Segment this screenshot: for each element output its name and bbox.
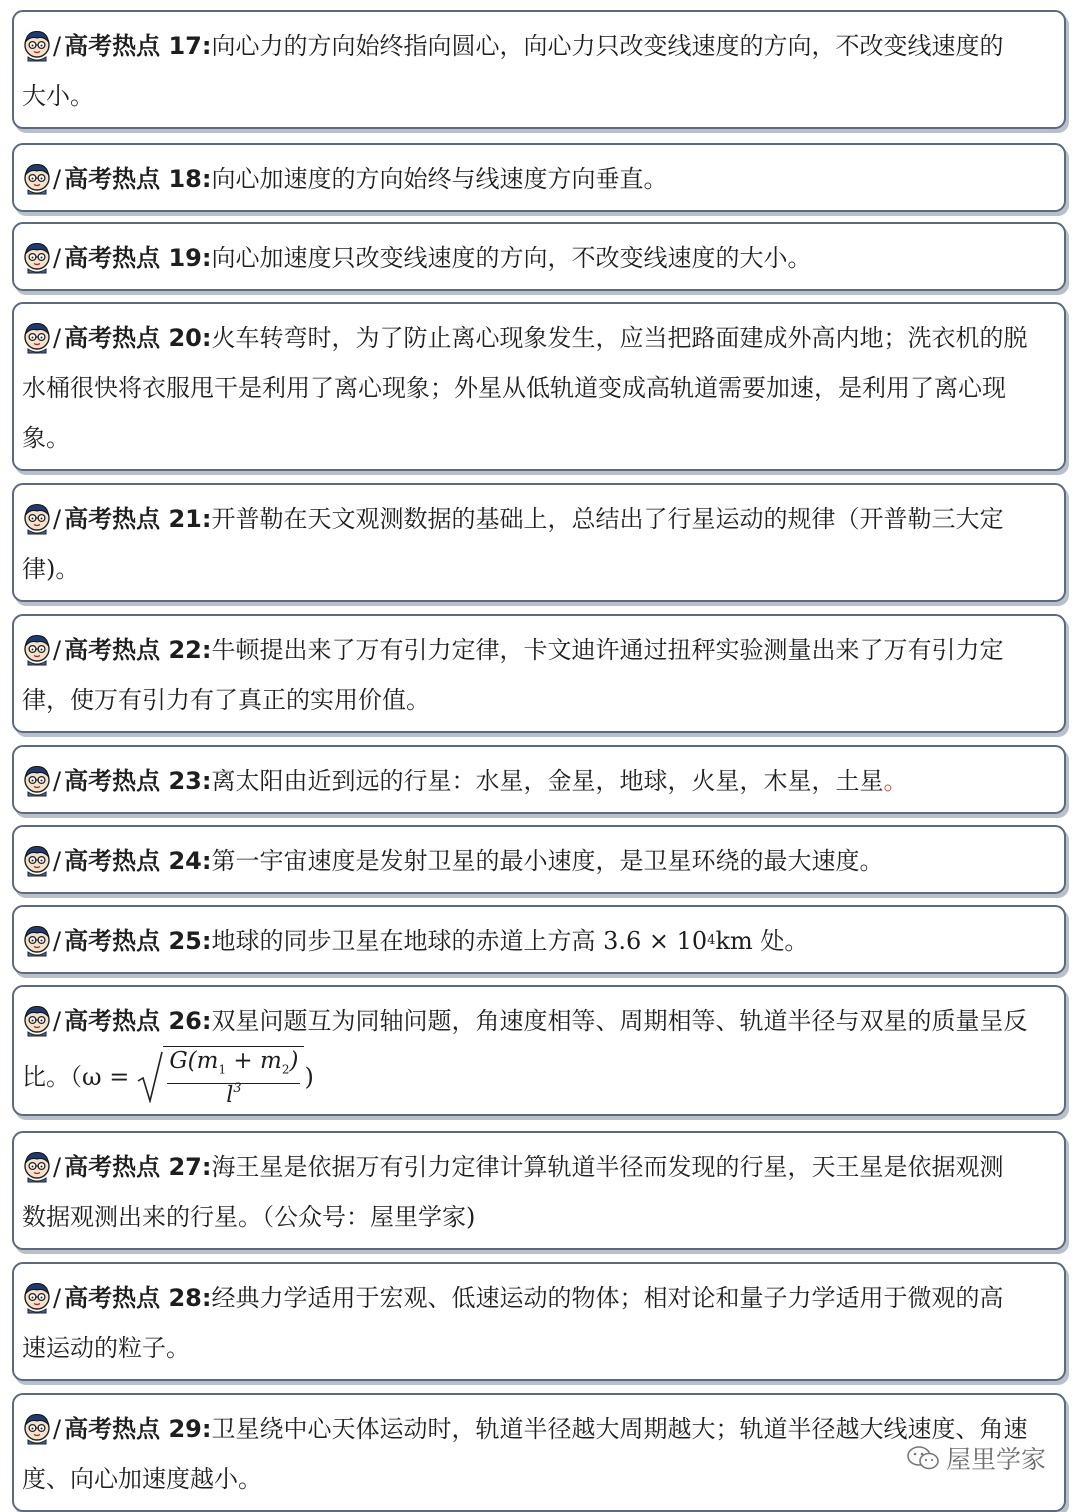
hotspot-card-20: [12, 302, 1066, 471]
hotspot-text: 律)。: [22, 555, 80, 583]
text-line: [22, 756, 1056, 806]
text-line: [22, 21, 1056, 71]
slash-mark: /: [53, 1007, 62, 1035]
text-line: [22, 996, 1056, 1046]
hotspot-label: 高考热点 24:: [64, 847, 212, 875]
hotspot-label: 高考热点 23:: [64, 767, 212, 795]
hotspot-card-22: [12, 614, 1066, 733]
text-line: [22, 233, 1056, 283]
slash-mark: /: [53, 1284, 62, 1312]
wechat-icon: [906, 1445, 940, 1471]
student-avatar-icon: [22, 845, 52, 877]
hotspot-text: 大小。: [22, 82, 94, 110]
hotspot-text: 速运动的粒子。: [22, 1334, 190, 1362]
hotspot-text: 比。（ω =: [22, 1063, 130, 1091]
text-line: / 高考热点 25: 地球的同步卫星在地球的赤道上方高 3.6 × 10 4 km 处。: [22, 916, 1056, 966]
slash-mark: /: [53, 1415, 62, 1443]
text-line: [22, 1454, 1056, 1504]
hotspot-label: 高考热点 20:: [64, 324, 212, 352]
hotspot-text: 度、向心加速度越小。: [22, 1465, 262, 1493]
hotspot-text: 牛顿提出来了万有引力定律，卡文迪许通过扭秤实验测量出来了万有引力定: [211, 636, 1004, 664]
text-line: [22, 1323, 1056, 1373]
text-line: [22, 1404, 1056, 1454]
text-line: [22, 836, 1056, 886]
hotspot-text: 向心加速度只改变线速度的方向，不改变线速度的大小。: [211, 244, 812, 272]
hotspot-text: 向心加速度的方向始终与线速度方向垂直。: [211, 165, 668, 193]
text-line: [22, 1046, 1056, 1108]
hotspot-label: 高考热点 28:: [64, 1284, 212, 1312]
text-line: [22, 1192, 1056, 1242]
hotspot-card-26: [12, 985, 1066, 1116]
hotspot-text: 开普勒在天文观测数据的基础上，总结出了行星运动的规律（开普勒三大定: [211, 505, 1004, 533]
watermark-text: 屋里学家: [945, 1445, 1046, 1474]
hotspot-text: 双星问题互为同轴问题，角速度相等、周期相等、轨道半径与双星的质量呈反: [211, 1007, 1028, 1035]
student-avatar-icon: [22, 163, 52, 195]
student-avatar-icon: [22, 1005, 52, 1037]
hotspot-label: 高考热点 26:: [64, 1007, 212, 1035]
hotspot-label: 高考热点 18:: [64, 165, 212, 193]
wechat-watermark: [906, 1440, 1046, 1476]
slash-mark: /: [53, 165, 62, 193]
hotspot-card-24: [12, 825, 1066, 894]
hotspot-text: 第一宇宙速度是发射卫星的最小速度，是卫星环绕的最大速度。: [211, 847, 884, 875]
text-line: [22, 154, 1056, 204]
slash-mark: /: [53, 32, 62, 60]
hotspot-card-17: [12, 10, 1066, 129]
fraction-denominator: $l^3$: [226, 1081, 242, 1108]
hotspot-text: 火车转弯时，为了防止离心现象发生，应当把路面建成外高内地；洗衣机的脱: [211, 324, 1028, 352]
hotspot-label: 高考热点 27:: [64, 1153, 212, 1181]
hotspot-text: km 处。: [715, 927, 809, 955]
hotspot-text: 地球的同步卫星在地球的赤道上方高 3.6 × 10: [211, 927, 708, 955]
slash-mark: /: [53, 244, 62, 272]
hotspot-card-27: [12, 1131, 1066, 1250]
slash-mark: /: [53, 636, 62, 664]
hotspot-text: 离太阳由近到远的行星：水星，金星，地球，火星，木星，土星: [211, 767, 884, 795]
slash-mark: /: [53, 324, 62, 352]
hotspot-card-23: [12, 745, 1066, 814]
hotspot-label: 高考热点 29:: [64, 1415, 212, 1443]
fraction-numerator: $G(m_1 + m_2)$: [167, 1047, 300, 1085]
student-avatar-icon: [22, 503, 52, 535]
text-line: [22, 625, 1056, 675]
student-avatar-icon: [22, 242, 52, 274]
text-line: [22, 544, 1056, 594]
slash-mark: /: [53, 505, 62, 533]
hotspot-label: 高考热点 22:: [64, 636, 212, 664]
hotspot-card-21: [12, 483, 1066, 602]
student-avatar-icon: [22, 634, 52, 666]
student-avatar-icon: [22, 322, 52, 354]
text-line: [22, 313, 1056, 363]
student-avatar-icon: [22, 1413, 52, 1445]
text-line: [22, 413, 1056, 463]
hotspot-text: 数据观测出来的行星。（公众号：屋里学家): [22, 1203, 476, 1231]
slash-mark: /: [53, 767, 62, 795]
square-root-icon: [137, 1051, 163, 1103]
slash-mark: /: [53, 927, 62, 955]
hotspot-text: 律，使万有引力有了真正的实用价值。: [22, 686, 430, 714]
hotspot-text: 象。: [22, 424, 70, 452]
hotspot-card-18: [12, 143, 1066, 212]
red-period: 。: [883, 767, 908, 795]
student-avatar-icon: [22, 1151, 52, 1183]
hotspot-text: 水桶很快将衣服甩干是利用了离心现象；外星从低轨道变成高轨道需要加速，是利用了离心现: [22, 374, 1006, 402]
text-line: [22, 1273, 1056, 1323]
hotspot-label: 高考热点 19:: [64, 244, 212, 272]
hotspot-text: 海王星是依据万有引力定律计算轨道半径而发现的行星，天王星是依据观测: [211, 1153, 1004, 1181]
text-line: [22, 494, 1056, 544]
text-line: [22, 363, 1056, 413]
hotspot-card-25: [12, 905, 1066, 974]
hotspot-label: 高考热点 17:: [64, 32, 212, 60]
slash-mark: /: [53, 1153, 62, 1181]
student-avatar-icon: [22, 925, 52, 957]
hotspot-text: ): [304, 1063, 314, 1091]
student-avatar-icon: [22, 765, 52, 797]
fraction: [163, 1046, 304, 1108]
hotspot-text: 卫星绕中心天体运动时，轨道半径越大周期越大；轨道半径越大线速度、角速: [211, 1415, 1028, 1443]
slash-mark: /: [53, 847, 62, 875]
hotspot-card-28: [12, 1262, 1066, 1381]
student-avatar-icon: [22, 30, 52, 62]
angular-velocity-formula: [137, 1046, 304, 1108]
hotspot-text: 经典力学适用于宏观、低速运动的物体；相对论和量子力学适用于微观的高: [211, 1284, 1004, 1312]
text-line: [22, 675, 1056, 725]
hotspot-text: 向心力的方向始终指向圆心，向心力只改变线速度的方向，不改变线速度的: [211, 32, 1004, 60]
text-line: [22, 1142, 1056, 1192]
hotspot-label: 高考热点 21:: [64, 505, 212, 533]
student-avatar-icon: [22, 1282, 52, 1314]
hotspot-label: 高考热点 25:: [64, 927, 212, 955]
text-line: [22, 71, 1056, 121]
hotspot-card-19: [12, 222, 1066, 291]
